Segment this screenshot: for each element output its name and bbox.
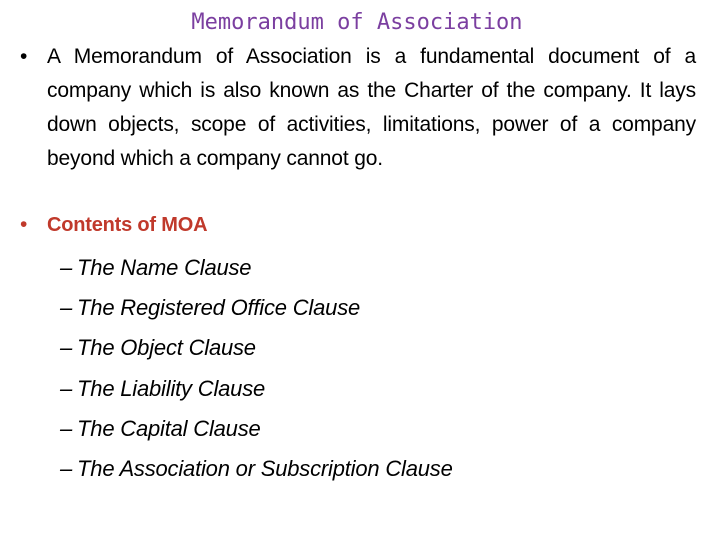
- dash-icon: –: [60, 415, 73, 441]
- bullet-dot-icon: •: [20, 45, 28, 68]
- list-item: [60, 288, 453, 328]
- clause-label: The Object Clause: [77, 335, 256, 361]
- list-item: [60, 449, 453, 489]
- intro-bullet: [20, 40, 696, 176]
- contents-heading: Contents of MOA: [47, 214, 208, 236]
- dash-icon: –: [60, 335, 73, 361]
- list-item: [60, 248, 453, 288]
- list-item: [60, 409, 453, 449]
- dash-icon: –: [60, 255, 73, 280]
- clause-label: The Capital Clause: [77, 415, 261, 441]
- list-item: [60, 369, 453, 409]
- clause-label: The Name Clause: [77, 255, 252, 280]
- intro-text: A Memorandum of Association is a fundamental document of a company which is also known as the Charter of the company. It lays down objects, scope of activities, limitations, power of a company beyond which a company cannot go.: [47, 45, 696, 170]
- clause-list: [60, 248, 453, 489]
- clause-label: The Association or Subscription Clause: [77, 456, 453, 482]
- bullet-dot-icon: •: [20, 213, 28, 236]
- clause-label: The Registered Office Clause: [77, 295, 361, 321]
- dash-icon: –: [60, 295, 73, 321]
- clause-label: The Liability Clause: [77, 375, 266, 401]
- slide-title: Memorandum of Association: [191, 10, 523, 35]
- dash-icon: –: [60, 375, 73, 401]
- dash-icon: –: [60, 456, 73, 482]
- contents-bullet: [20, 208, 696, 242]
- list-item: [60, 328, 453, 368]
